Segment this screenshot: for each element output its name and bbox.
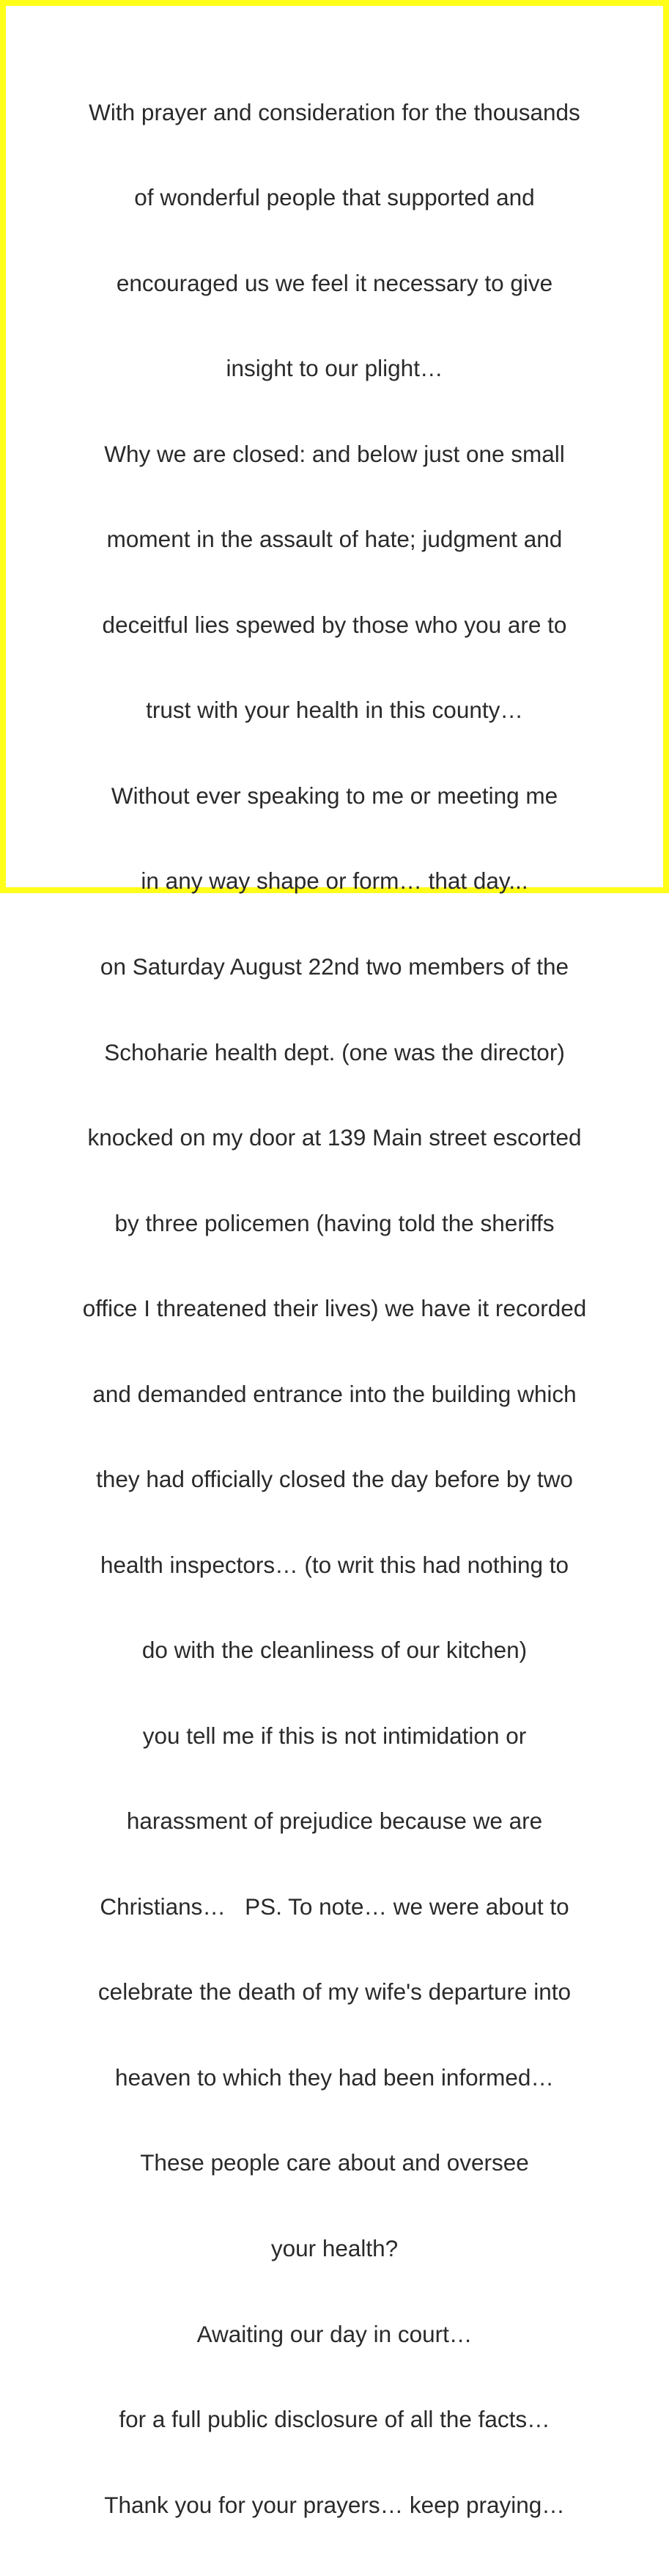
notice-line: harassment of prejudice because we are [126, 1808, 543, 1835]
notice-line: Awaiting our day in court… [196, 2320, 473, 2347]
notice-line: knocked on my door at 139 Main street escorted [87, 1124, 582, 1151]
notice-line: encouraged us we feel it necessary to give [116, 269, 553, 296]
notice-line: celebrate the death of my wife's departure into [97, 1978, 572, 2006]
notice-line: your health? [270, 2234, 399, 2261]
notice-line: by three policemen (having told the sheriffs [114, 1209, 555, 1236]
notice-line: With prayer and consideration for the thousands [89, 98, 580, 125]
notice-line: Christians… PS. To note… we were about to [100, 1893, 569, 1920]
notice-line: trust with your health in this county… [146, 697, 523, 724]
notice-line: Why we are closed: and below just one small [104, 440, 565, 467]
notice-line: for a full public disclosure of all the facts… [119, 2406, 550, 2433]
notice-line: heaven to which they had been informed… [115, 2063, 554, 2091]
notice-line: Schoharie health dept. (one was the director) [104, 1038, 565, 1065]
notice-line: do with the cleanliness of our kitchen) [141, 1637, 528, 1664]
notice-line: on Saturday August 22nd two members of the [100, 953, 569, 980]
notice-line: they had officially closed the day before by two [96, 1466, 573, 1493]
notice-line: These people care about and oversee [140, 2149, 529, 2176]
notice-line: in any way shape or form… that day... [141, 867, 528, 895]
notice-line: moment in the assault of hate; judgment and [106, 526, 563, 553]
notice-line: of wonderful people that supported and [134, 184, 535, 211]
notice-line: office I threatened their lives) we have it recorded [82, 1295, 587, 1322]
notice-line: Thank you for your prayers… keep praying… [104, 2491, 565, 2518]
notice-line: you tell me if this is not intimidation or [142, 1722, 527, 1749]
notice-line: and demanded entrance into the building which [92, 1380, 577, 1407]
notice-line: deceitful lies spewed by those who you are to [102, 611, 567, 638]
notice-line: health inspectors… (to writ this had nothing to [100, 1551, 569, 1578]
notice-text-block [12, 41, 657, 2576]
notice-line: insight to our plight… [226, 355, 443, 382]
notice-line: Without ever speaking to me or meeting me [111, 782, 558, 809]
